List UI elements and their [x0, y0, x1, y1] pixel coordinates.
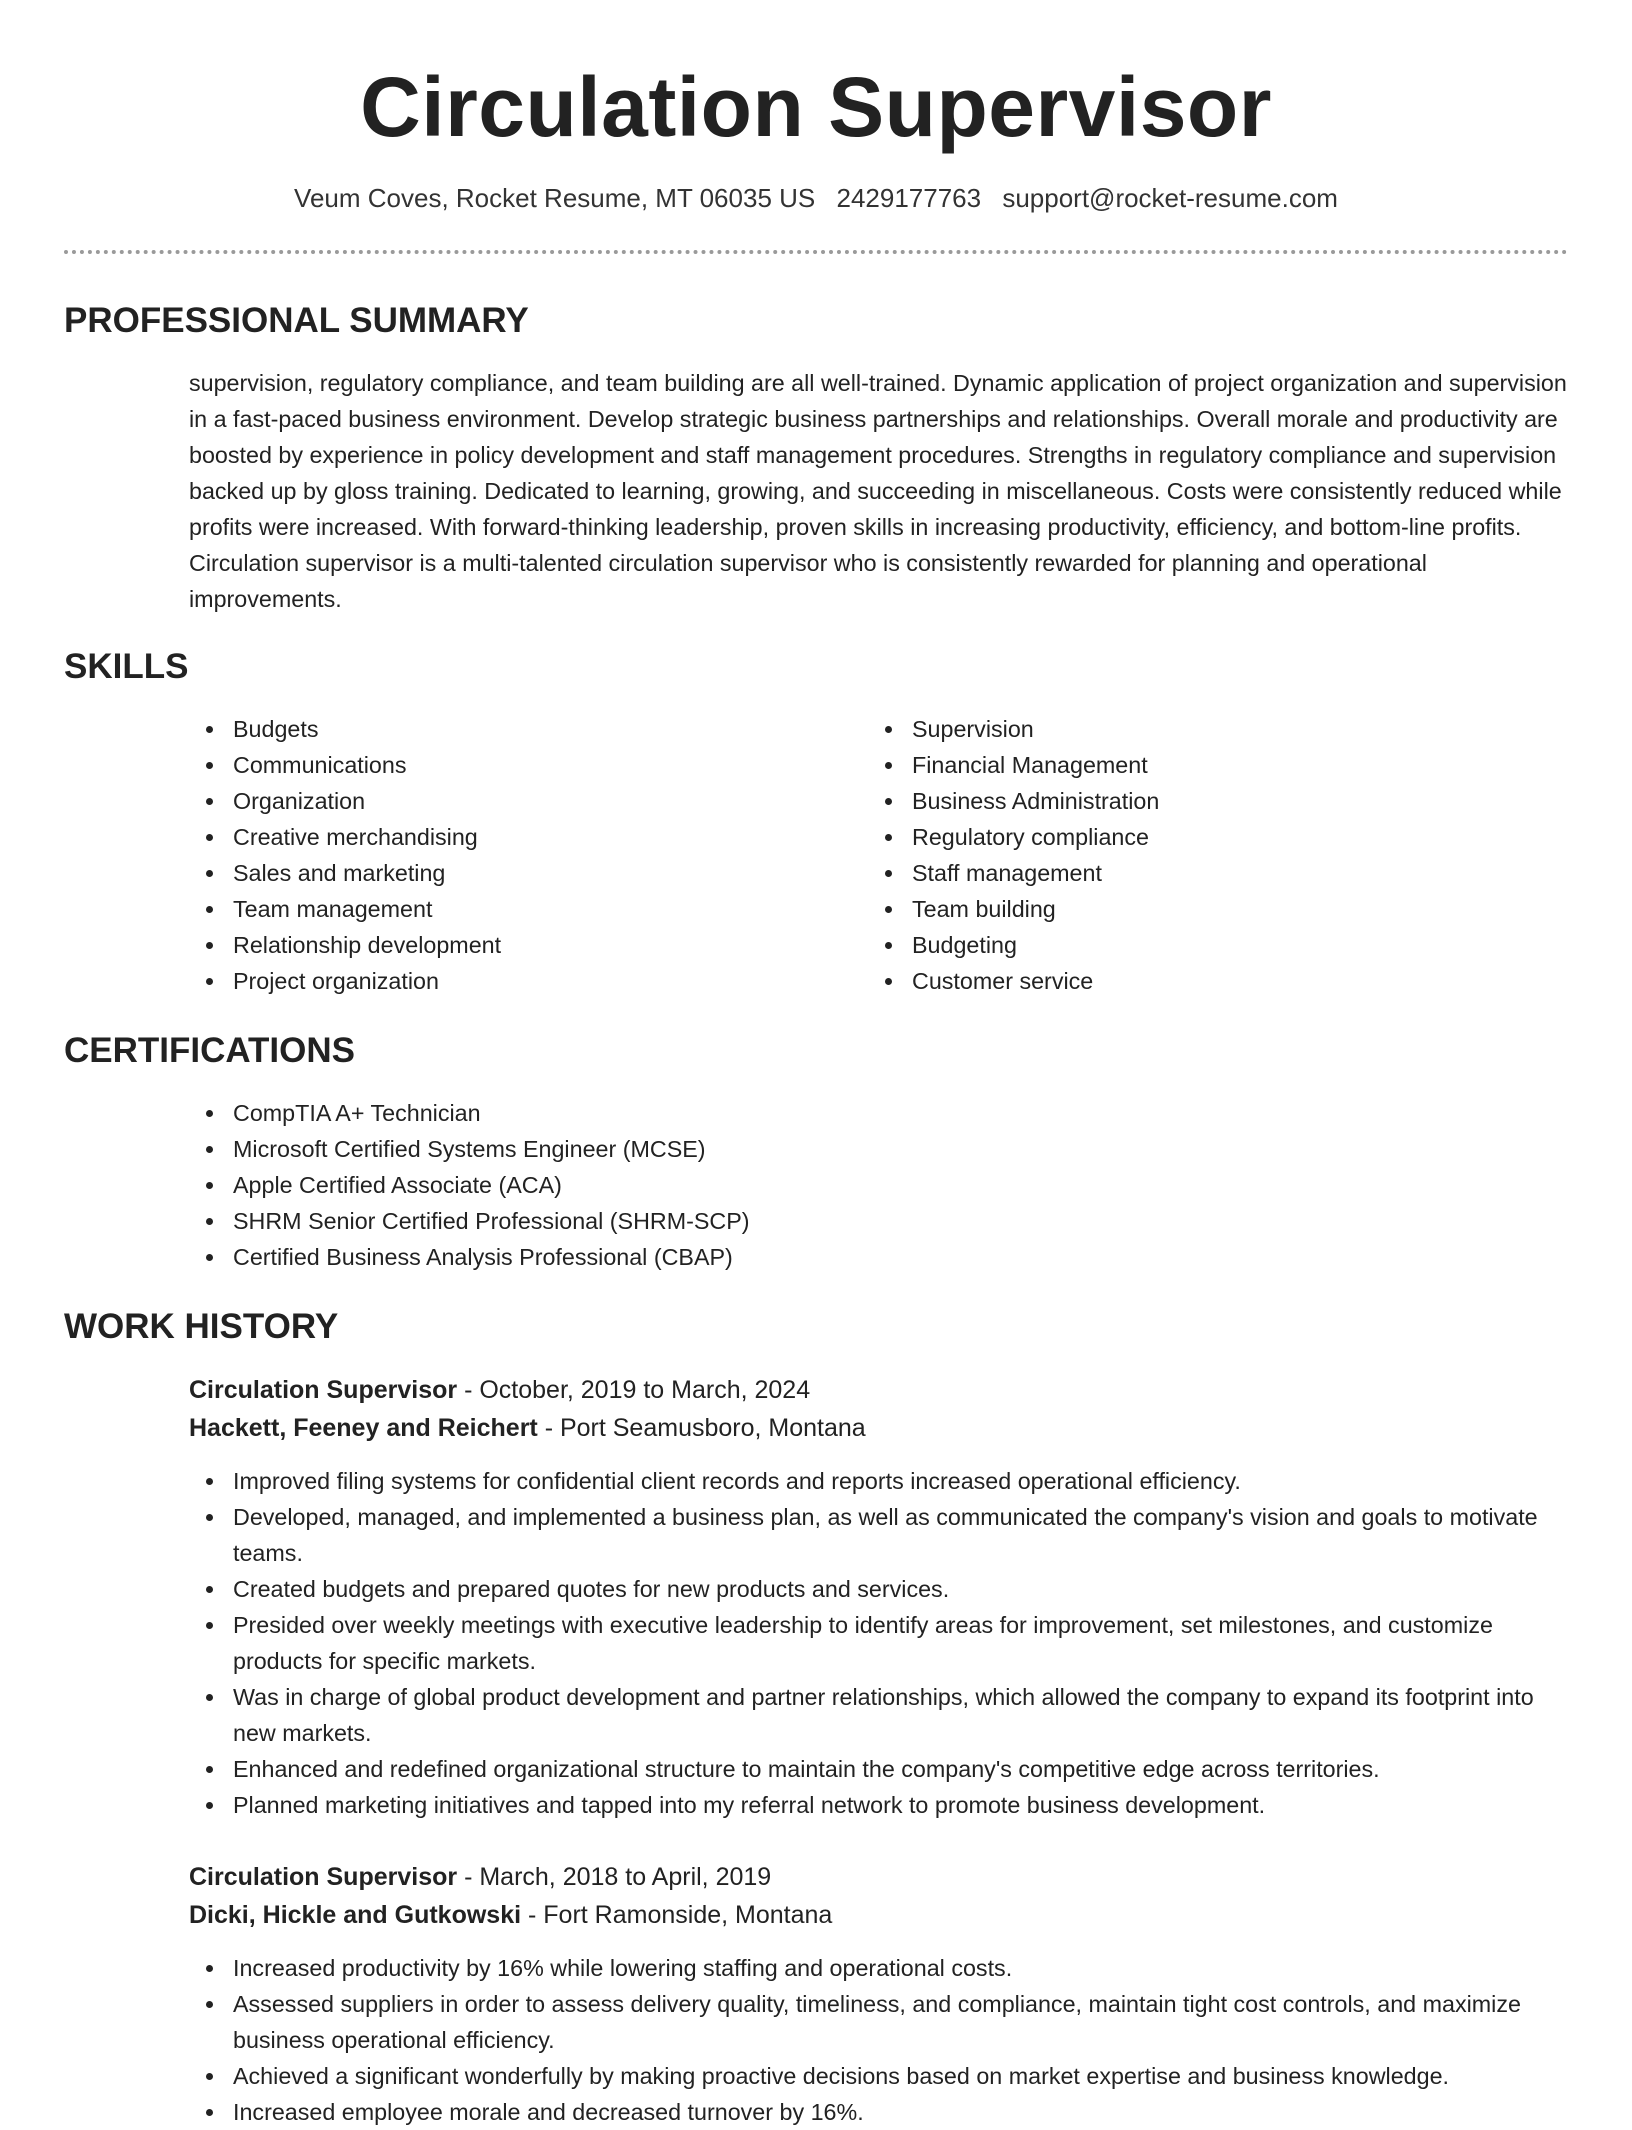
- section-title-summary: PROFESSIONAL SUMMARY: [64, 301, 529, 340]
- list-item: Increased productivity by 16% while lowering staffing and operational costs.: [189, 1950, 1571, 1986]
- list-item: Relationship development: [189, 927, 501, 963]
- job-role: Circulation Supervisor: [189, 1863, 458, 1891]
- job-dates: - October, 2019 to March, 2024: [457, 1376, 811, 1404]
- job-bullets: [0, 1463, 1571, 1823]
- skills-column-right: [868, 711, 1159, 999]
- list-item: Microsoft Certified Systems Engineer (MCSE): [189, 1131, 750, 1167]
- list-item: Customer service: [868, 963, 1159, 999]
- contact-phone: 2429177763: [836, 183, 982, 213]
- list-item: Certified Business Analysis Professional (CBAP): [189, 1239, 750, 1275]
- job-dates: - March, 2018 to April, 2019: [457, 1863, 772, 1891]
- certifications-list: [189, 1095, 750, 1275]
- job-location: - Port Seamusboro, Montana: [537, 1414, 866, 1442]
- list-item: Creative merchandising: [189, 819, 501, 855]
- job-entry: [189, 1858, 1571, 2130]
- list-item: Financial Management: [868, 747, 1159, 783]
- resume-name: Circulation Supervisor: [360, 60, 1272, 154]
- list-item: Developed, managed, and implemented a business plan, as well as communicated the company's vision and goals to motivate teams.: [189, 1499, 1571, 1571]
- list-item: CompTIA A+ Technician: [189, 1095, 750, 1131]
- job-title-line: [189, 1858, 1571, 1896]
- list-item: Regulatory compliance: [868, 819, 1159, 855]
- list-item: Team management: [189, 891, 501, 927]
- list-item: Organization: [189, 783, 501, 819]
- list-item: Assessed suppliers in order to assess delivery quality, timeliness, and compliance, maintain tight cost controls, and maximize business operational efficiency.: [189, 1986, 1571, 2058]
- list-item: Team building: [868, 891, 1159, 927]
- section-title-skills: SKILLS: [64, 647, 189, 686]
- contact-line: [0, 180, 1632, 216]
- list-item: Budgeting: [868, 927, 1159, 963]
- job-company: Dicki, Hickle and Gutkowski: [189, 1901, 522, 1929]
- section-title-certifications: CERTIFICATIONS: [64, 1031, 356, 1070]
- list-item: Enhanced and redefined organizational structure to maintain the company's competitive edge across territories.: [189, 1751, 1571, 1787]
- job-bullet-list: [189, 1463, 1571, 1823]
- skills-list-left: [189, 711, 501, 999]
- job-company: Hackett, Feeney and Reichert: [189, 1414, 538, 1442]
- list-item: Was in charge of global product development and partner relationships, which allowed the company to expand its footprint into new markets.: [189, 1679, 1571, 1751]
- job-entry: [189, 1371, 1571, 1823]
- certifications-bullets: [189, 1095, 750, 1275]
- list-item: Planned marketing initiatives and tapped into my referral network to promote business development.: [189, 1787, 1571, 1823]
- list-item: Apple Certified Associate (ACA): [189, 1167, 750, 1203]
- job-role: Circulation Supervisor: [189, 1376, 458, 1404]
- skills-list-right: [868, 711, 1159, 999]
- list-item: Achieved a significant wonderfully by making proactive decisions based on market expertise and business knowledge.: [189, 2058, 1571, 2094]
- list-item: Staff management: [868, 855, 1159, 891]
- job-company-line: [189, 1409, 1571, 1447]
- list-item: Supervision: [868, 711, 1159, 747]
- list-item: Business Administration: [868, 783, 1159, 819]
- skills-column-left: [189, 711, 501, 999]
- contact-email: support@rocket-resume.com: [1002, 183, 1338, 213]
- job-title-line: [189, 1371, 1571, 1409]
- contact-address: Veum Coves, Rocket Resume, MT 06035 US: [294, 183, 816, 213]
- job-bullet-list: [189, 1950, 1571, 2130]
- header-divider: [64, 250, 1568, 254]
- summary-text: supervision, regulatory compliance, and team building are all well-trained. Dynamic application of project organization and supervision in a fast-paced business environment. Develop strategic business partnerships and relationships. Overall morale and productivity are boosted by experience in policy development and staff management procedures. Strengths in regulatory compliance and supervision backed up by gloss training. Dedicated to learning, growing, and succeeding in miscellaneous. Costs were consistently reduced while profits were increased. With forward-thinking leadership, proven skills in increasing productivity, efficiency, and bottom-line profits. Circulation supervisor is a multi-talented circulation supervisor who is consistently rewarded for planning and operational improvements.: [189, 370, 1567, 612]
- list-item: Increased employee morale and decreased turnover by 16%.: [189, 2094, 1571, 2130]
- job-location: - Fort Ramonside, Montana: [521, 1901, 833, 1929]
- list-item: Project organization: [189, 963, 501, 999]
- list-item: Presided over weekly meetings with executive leadership to identify areas for improvement, set milestones, and customize products for specific markets.: [189, 1607, 1571, 1679]
- list-item: Budgets: [189, 711, 501, 747]
- list-item: SHRM Senior Certified Professional (SHRM-SCP): [189, 1203, 750, 1239]
- job-bullets: [189, 1950, 1571, 2130]
- list-item: Created budgets and prepared quotes for new products and services.: [189, 1571, 1571, 1607]
- job-company-line: [189, 1896, 1571, 1934]
- list-item: Communications: [189, 747, 501, 783]
- list-item: Improved filing systems for confidential client records and reports increased operational efficiency.: [189, 1463, 1571, 1499]
- list-item: Sales and marketing: [189, 855, 501, 891]
- section-title-work-history: WORK HISTORY: [64, 1307, 339, 1346]
